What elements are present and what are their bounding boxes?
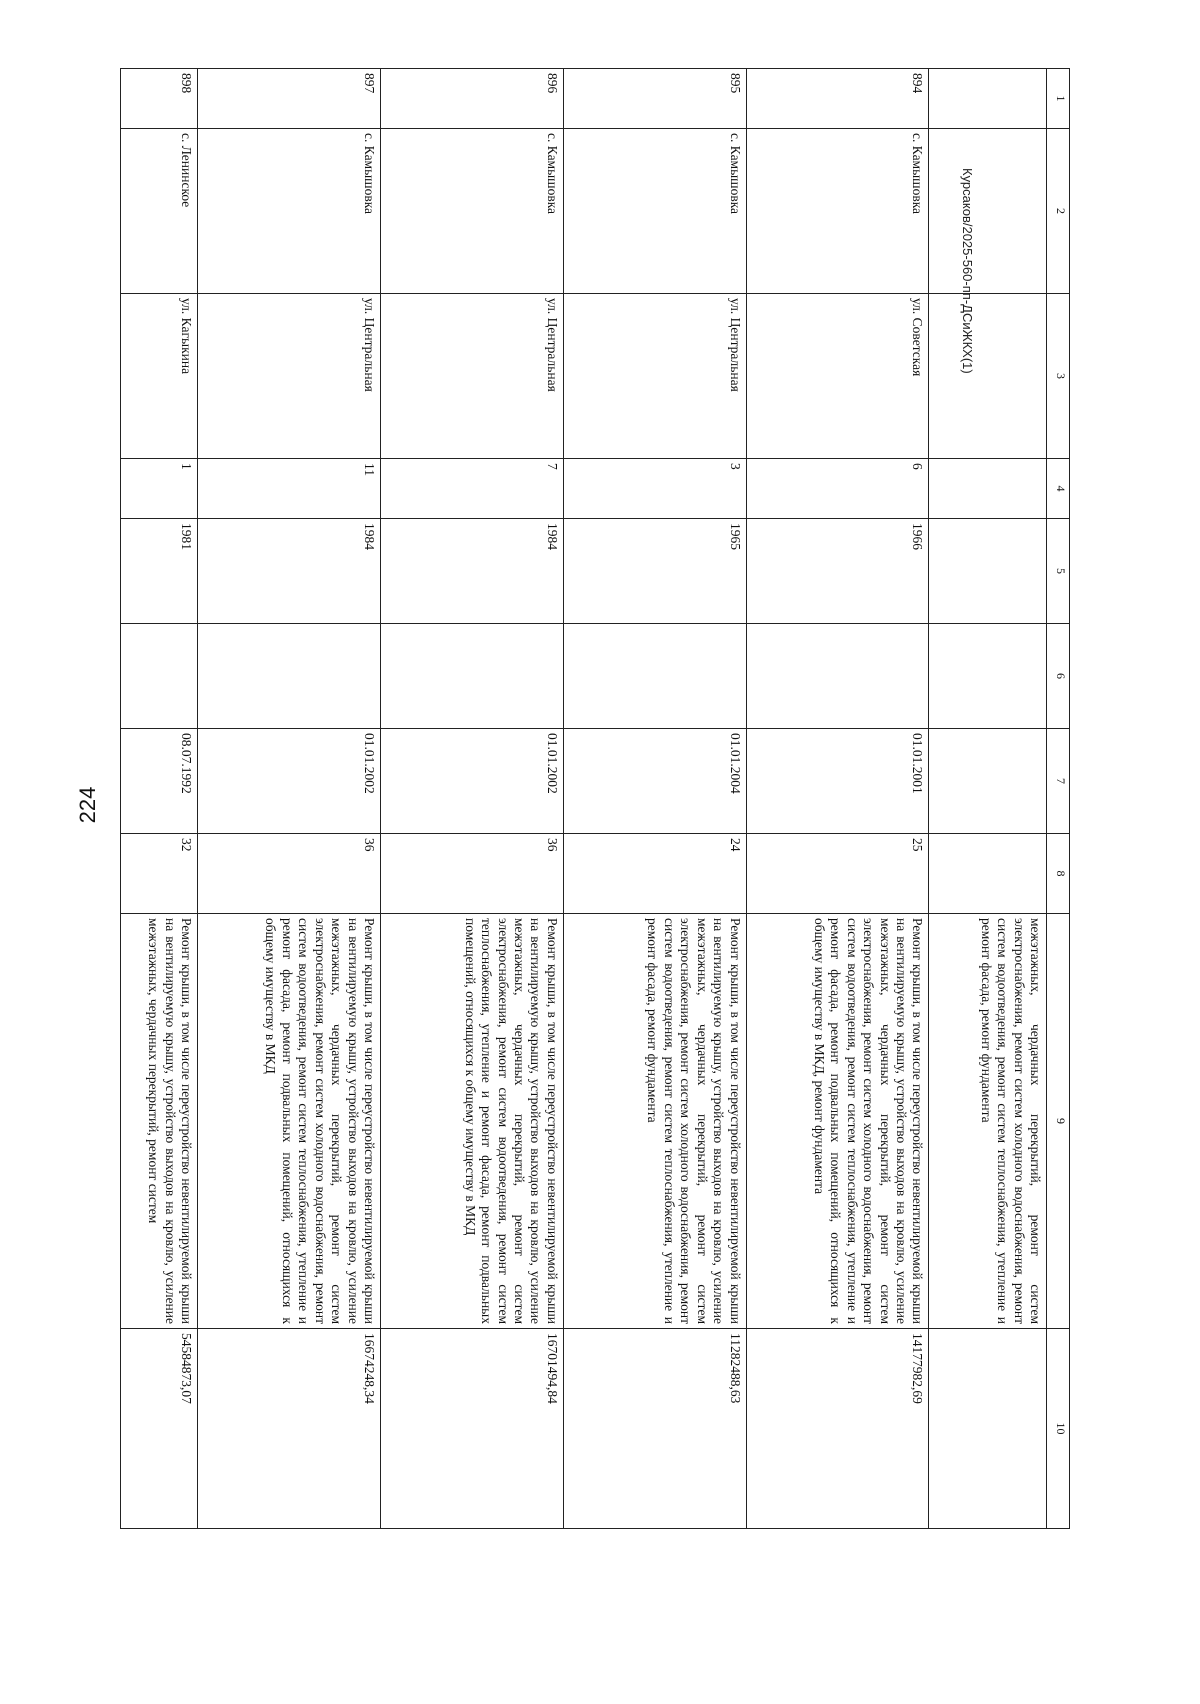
row-number: 897 <box>198 69 381 129</box>
street: ул. Советская <box>746 294 929 459</box>
house-number: 1 <box>121 459 198 519</box>
column-header: 1 <box>1047 69 1070 129</box>
date: 01.01.2004 <box>563 729 746 834</box>
table-row <box>198 69 381 1529</box>
column-6-value <box>121 624 198 729</box>
cost: 11282488,63 <box>563 1329 746 1529</box>
settlement: с. Камышовка <box>746 129 929 294</box>
column-header: 8 <box>1047 834 1070 914</box>
column-8-value: 32 <box>121 834 198 914</box>
row-number: 894 <box>746 69 929 129</box>
table-row <box>121 69 198 1529</box>
work-description: Ремонт крыши, в том числе переустройство невентилируемой крыши на вентилируемую крышу, устройство выходов на кровлю, усиление межэтажных, чердачных перекрытий, ремонт систем электроснабжения, ремонт систем холодного водоснабжения, ремонт систем водоотведения, ремонт систем теплоснабжения, утепление и ремонт фасада, ремонт фундамента <box>563 914 746 1329</box>
column-8-value: 25 <box>746 834 929 914</box>
column-6-value <box>198 624 381 729</box>
column-6-value <box>563 624 746 729</box>
street: ул. Центральная <box>198 294 381 459</box>
cost: 54584873,07 <box>121 1329 198 1529</box>
column-header: 3 <box>1047 294 1070 459</box>
table-row-continued <box>929 69 1047 1529</box>
build-year: 1984 <box>198 519 381 624</box>
column-header: 4 <box>1047 459 1070 519</box>
house-number: 3 <box>563 459 746 519</box>
column-header: 5 <box>1047 519 1070 624</box>
capital-repair-table <box>120 68 1070 1529</box>
cost: 14177982,69 <box>746 1329 929 1529</box>
date: 01.01.2001 <box>746 729 929 834</box>
work-description: Ремонт крыши, в том числе переустройство невентилируемой крыши на вентилируемую крышу, устройство выходов на кровлю, усиление межэтажных, чердачных перекрытий, ремонт систем электроснабжения, ремонт систем водоотведения, ремонт систем теплоснабжения, утепление и ремонт фасада, ремонт подвальных помещений, относящихся к общему имуществу в МКД <box>381 914 564 1329</box>
build-year: 1965 <box>563 519 746 624</box>
work-description: межэтажных, чердачных перекрытий, ремонт систем электроснабжения, ремонт систем холодного водоснабжения, ремонт систем водоотведения, ремонт систем теплоснабжения, утепление и ремонт фасада, ремонт фундамента <box>929 914 1047 1329</box>
settlement: с. Камышовка <box>563 129 746 294</box>
column-6-value <box>746 624 929 729</box>
street: ул. Центральная <box>381 294 564 459</box>
street: ул. Центральная <box>563 294 746 459</box>
column-number-row <box>1047 69 1070 1529</box>
row-number: 898 <box>121 69 198 129</box>
settlement: с. Ленинское <box>121 129 198 294</box>
build-year: 1966 <box>746 519 929 624</box>
column-6-value <box>381 624 564 729</box>
row-number: 896 <box>381 69 564 129</box>
work-description: Ремонт крыши, в том числе переустройство невентилируемой крыши на вентилируемую крышу, устройство выходов на кровлю, усиление межэтажных, чердачных перекрытий, ремонт систем электроснабжения, ремонт систем холодного водоснабжения, ремонт систем водоотведения, ремонт систем теплоснабжения, утепление и ремонт фасада, ремонт подвальных помещений, относящихся к общему имуществу в МКД, ремонт фундамента <box>746 914 929 1329</box>
document-code: Курсаков/2025-560-пп-ДСиЖКХ(1) <box>960 168 975 374</box>
column-8-value: 24 <box>563 834 746 914</box>
column-8-value: 36 <box>381 834 564 914</box>
page-number: 224 <box>75 786 100 824</box>
row-number: 895 <box>563 69 746 129</box>
column-header: 2 <box>1047 129 1070 294</box>
work-description: Ремонт крыши, в том числе переустройство невентилируемой крыши на вентилируемую крышу, устройство выходов на кровлю, усиление межэтажных, чердачных перекрытий, ремонт систем <box>121 914 198 1329</box>
table-row <box>563 69 746 1529</box>
house-number: 6 <box>746 459 929 519</box>
settlement: с. Камышовка <box>198 129 381 294</box>
date: 01.01.2002 <box>198 729 381 834</box>
table-row <box>381 69 564 1529</box>
column-header: 6 <box>1047 624 1070 729</box>
date: 08.07.1992 <box>121 729 198 834</box>
house-number: 7 <box>381 459 564 519</box>
column-8-value: 36 <box>198 834 381 914</box>
settlement: с. Камышовка <box>381 129 564 294</box>
work-description: Ремонт крыши, в том числе переустройство невентилируемой крыши на вентилируемую крышу, устройство выходов на кровлю, усиление межэтажных, чердачных перекрытий, ремонт систем электроснабжения, ремонт систем холодного водоснабжения, ремонт систем водоотведения, ремонт систем теплоснабжения, утепление и ремонт фасада, ремонт подвальных помещений, относящихся к общему имуществу в МКД <box>198 914 381 1329</box>
date: 01.01.2002 <box>381 729 564 834</box>
rotated-table-container <box>120 68 1070 1528</box>
cost: 16674248,34 <box>198 1329 381 1529</box>
table-row <box>746 69 929 1529</box>
house-number: 11 <box>198 459 381 519</box>
column-header: 10 <box>1047 1329 1070 1529</box>
column-header: 7 <box>1047 729 1070 834</box>
build-year: 1984 <box>381 519 564 624</box>
cost: 16701494,84 <box>381 1329 564 1529</box>
build-year: 1981 <box>121 519 198 624</box>
column-header: 9 <box>1047 914 1070 1329</box>
street: ул. Кагыкина <box>121 294 198 459</box>
